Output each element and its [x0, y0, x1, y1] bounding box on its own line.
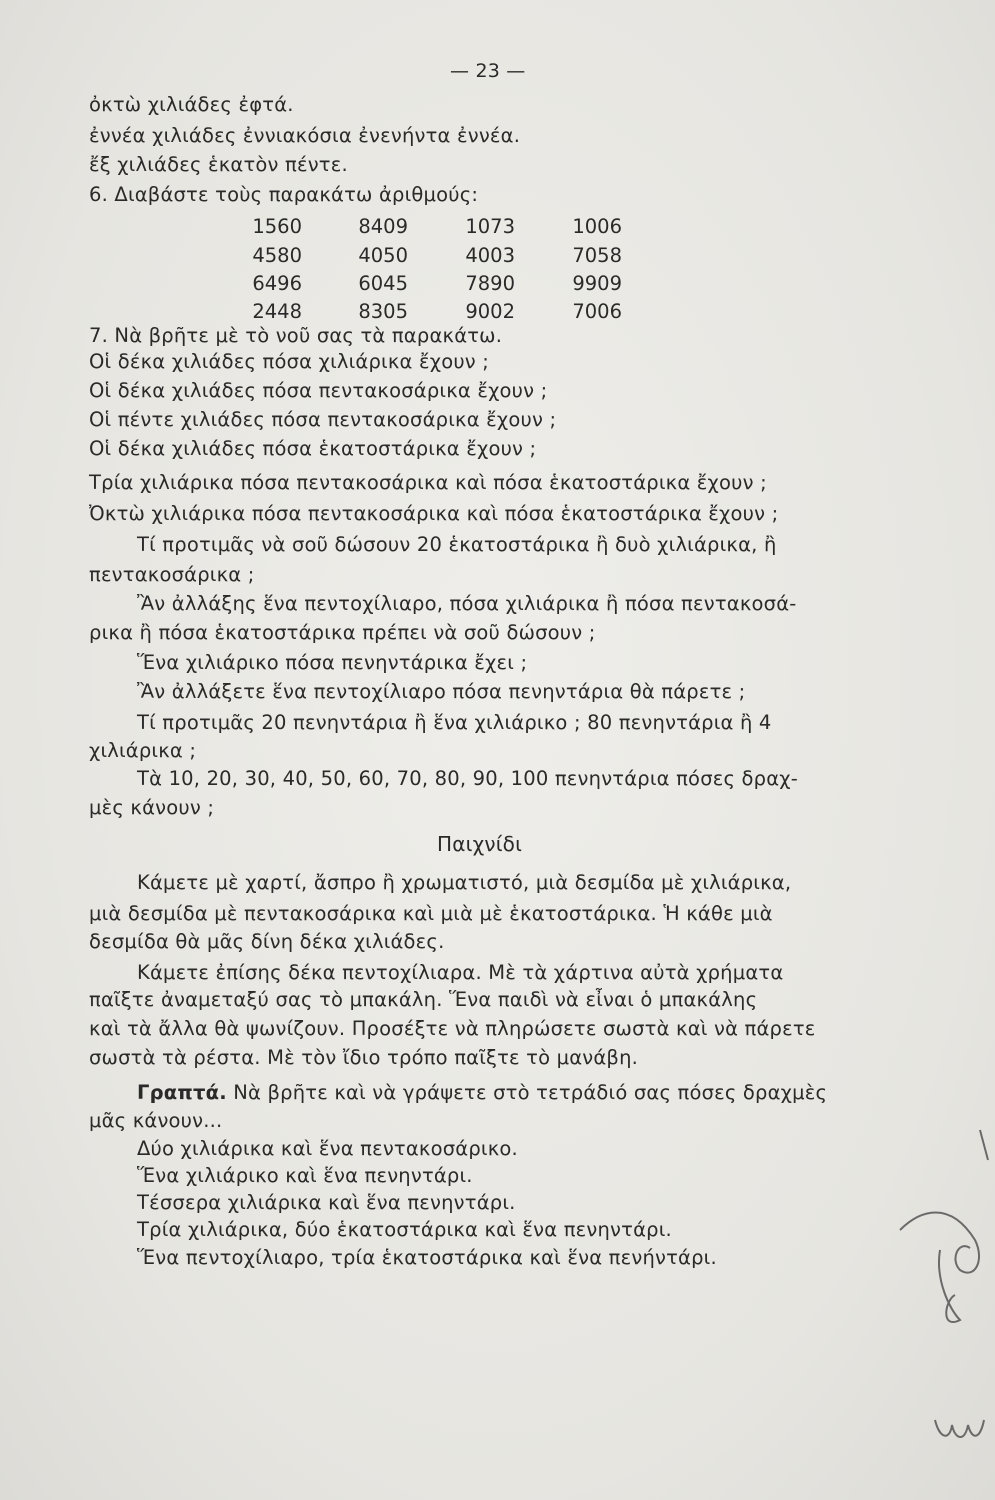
number-cell: 7006 [572, 300, 622, 323]
game-line: μιὰ δεσμίδα μὲ πεντακοσάρικα καὶ μιὰ μὲ ἑκατοστάρικα. Ἡ κάθε μιὰ [89, 902, 773, 925]
number-cell: 6496 [252, 272, 302, 295]
game-line: δεσμίδα θὰ μᾶς δίνη δέκα χιλιάδες. [89, 930, 445, 953]
number-cell: 6045 [358, 272, 408, 295]
game-line: Κάμετε μὲ χαρτί, ἄσπρο ἢ χρωματιστό, μιὰ δεσμίδα μὲ χιλιάρικα, [137, 871, 792, 894]
exercise-7-line: Ἂν ἀλλάξης ἕνα πεντοχίλιαρο, πόσα χιλιάρικα ἢ πόσα πεντακοσά- [137, 592, 797, 615]
written-cont: μᾶς κάνουν... [89, 1109, 223, 1132]
number-cell: 1006 [572, 215, 622, 238]
exercise-7-heading: 7. Νὰ βρῆτε μὲ τὸ νοῦ σας τὰ παρακάτω. [89, 324, 503, 347]
exercise-7-line: Οἱ δέκα χιλιάδες πόσα πεντακοσάρικα ἔχουν ; [89, 379, 548, 402]
number-cell: 9909 [572, 272, 622, 295]
written-line: Ἕνα πεντοχίλιαρο, τρία ἑκατοστάρικα καὶ ἕνα πενήντάρι. [137, 1246, 717, 1269]
exercise-7-line: Ἕνα χιλιάρικο πόσα πενηντάρικα ἔχει ; [137, 651, 528, 674]
number-cell: 1073 [465, 215, 515, 238]
number-cell: 7058 [572, 244, 622, 267]
number-cell: 4580 [252, 244, 302, 267]
written-line: Τρία χιλιάρικα, δύο ἑκατοστάρικα καὶ ἕνα πενηντάρι. [137, 1218, 672, 1241]
game-line: Κάμετε ἐπίσης δέκα πεντοχίλιαρα. Μὲ τὰ χάρτινα αὐτὰ χρήματα [137, 961, 784, 984]
exercise-7-line: Τρία χιλιάρικα πόσα πεντακοσάρικα καὶ πόσα ἑκατοστάρικα ἔχουν ; [89, 471, 767, 494]
written-line: Τέσσερα χιλιάρικα καὶ ἕνα πενηντάρι. [137, 1191, 516, 1214]
exercise-7-line: Τί προτιμᾶς 20 πενηντάρια ἢ ἕνα χιλιάρικο ; 80 πενηντάρια ἢ 4 [137, 711, 772, 734]
number-cell: 4050 [358, 244, 408, 267]
exercise-7-line: Τὰ 10, 20, 30, 40, 50, 60, 70, 80, 90, 100 πενηντάρια πόσες δραχ- [137, 767, 798, 790]
exercise-7-line: πεντακοσάρικα ; [89, 563, 255, 586]
exercise-7-line: Οἱ πέντε χιλιάδες πόσα πεντακοσάρικα ἔχουν ; [89, 408, 557, 431]
written-intro [137, 1080, 827, 1106]
exercise-7-line: Οἱ δέκα χιλιάδες πόσα χιλιάρικα ἔχουν ; [89, 350, 490, 373]
number-cell: 7890 [465, 272, 515, 295]
game-line: παῖξτε ἀναμεταξύ σας τὸ μπακάλη. Ἕνα παιδὶ νὰ εἶναι ὁ μπακάλης [89, 988, 758, 1011]
written-line: Ἕνα χιλιάρικο καὶ ἕνα πενηντάρι. [137, 1164, 473, 1187]
page-number: — 23 — [450, 60, 526, 82]
number-cell: 8409 [358, 215, 408, 238]
game-line: σωστὰ τὰ ρέστα. Μὲ τὸν ἴδιο τρόπο παῖξτε τὸ μανάβη. [89, 1046, 639, 1069]
game-title: Παιχνίδι [437, 832, 523, 856]
number-cell: 4003 [465, 244, 515, 267]
intro-line: ὀκτὼ χιλιάδες ἐφτά. [89, 93, 294, 116]
number-cell: 9002 [465, 300, 515, 323]
exercise-6-heading: 6. Διαβάστε τοὺς παρακάτω ἀριθμούς: [89, 183, 479, 206]
written-text: Νὰ βρῆτε καὶ νὰ γράψετε στὸ τετράδιό σας πόσες δραχμὲς [233, 1081, 828, 1104]
game-line: καὶ τὰ ἄλλα θὰ ψωνίζουν. Προσέξτε νὰ πληρώσετε σωστὰ καὶ νὰ πάρετε [89, 1017, 816, 1040]
pencil-scribble-icon [880, 1120, 990, 1460]
exercise-7-line: ρικα ἢ πόσα ἑκατοστάρικα πρέπει νὰ σοῦ δώσουν ; [89, 621, 596, 644]
exercise-7-line: Τί προτιμᾶς νὰ σοῦ δώσουν 20 ἑκατοστάρικα ἢ δυὸ χιλιάρικα, ἢ [137, 533, 777, 556]
written-label: Γραπτά. [137, 1081, 227, 1104]
exercise-7-line: Ἂν ἀλλάξετε ἕνα πεντοχίλιαρο πόσα πενηντάρια θὰ πάρετε ; [137, 680, 746, 703]
intro-line: ἐννέα χιλιάδες ἐννιακόσια ἐνενήντα ἐννέα. [89, 124, 521, 147]
exercise-7-line: μὲς κάνουν ; [89, 796, 215, 819]
number-cell: 1560 [252, 215, 302, 238]
written-line: Δύο χιλιάρικα καὶ ἕνα πεντακοσάρικο. [137, 1137, 518, 1160]
number-cell: 2448 [252, 300, 302, 323]
exercise-7-line: Οἱ δέκα χιλιάδες πόσα ἑκατοστάρικα ἔχουν ; [89, 437, 537, 460]
exercise-7-line: Ὀκτὼ χιλιάρικα πόσα πεντακοσάρικα καὶ πόσα ἑκατοστάρικα ἔχουν ; [89, 502, 779, 525]
exercise-7-line: χιλιάρικα ; [89, 739, 197, 762]
intro-line: ἔξ χιλιάδες ἑκατὸν πέντε. [89, 153, 348, 176]
number-cell: 8305 [358, 300, 408, 323]
